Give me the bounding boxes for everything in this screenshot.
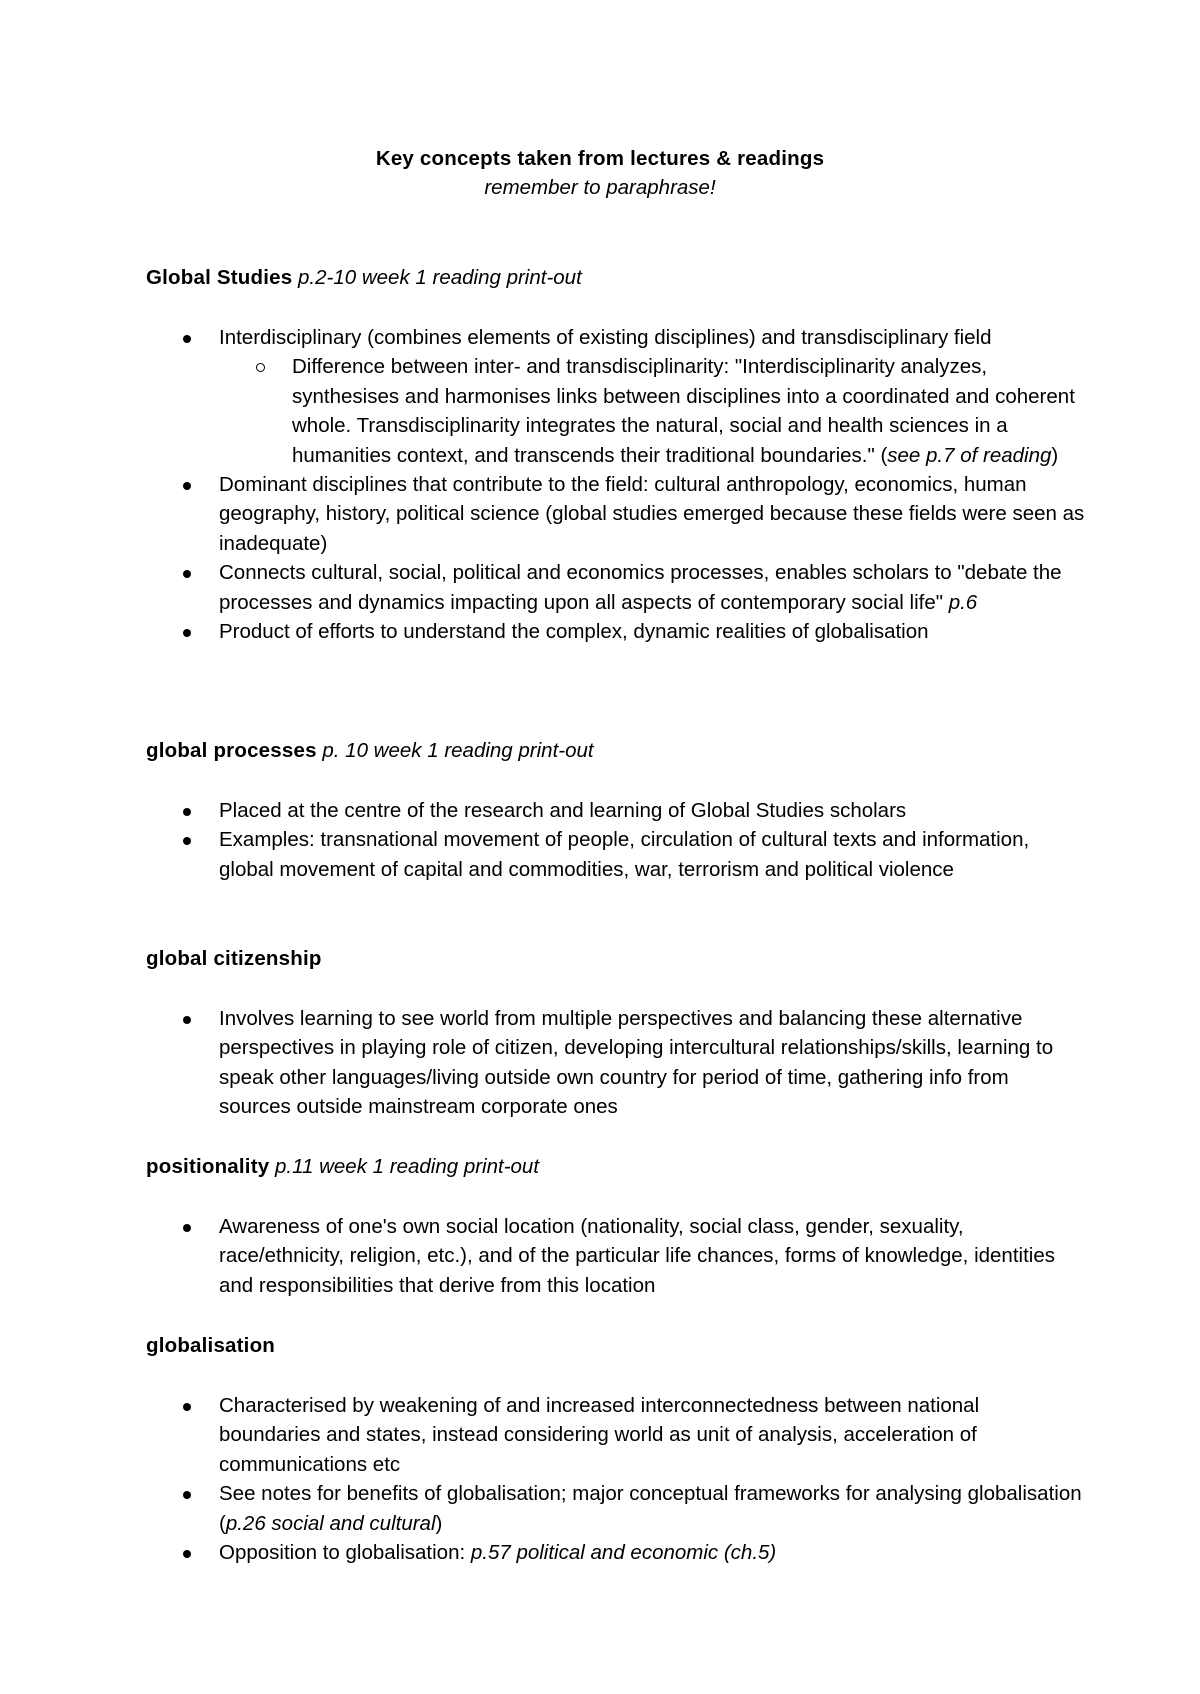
bullet-icon <box>183 1491 191 1499</box>
bullet-icon <box>183 1224 191 1232</box>
heading-reference: p. 10 week 1 reading print-out <box>316 739 594 762</box>
list-item-text: Placed at the centre of the research and learning of Global Studies scholars <box>219 799 907 822</box>
list-item <box>146 617 1086 646</box>
list-item-reference: p.26 social and cultural <box>225 1511 436 1535</box>
list-item-close: ) <box>435 1511 443 1535</box>
list-item <box>146 825 1086 884</box>
list-item-reference: p.57 political and economic (ch.5) <box>470 1541 777 1565</box>
list-item <box>146 1212 1086 1300</box>
section-heading-global-processes <box>146 739 1086 763</box>
list-item-text: Involves learning to see world from multiple perspectives and balancing these alternative perspectives in playing role of citizen, developing intercultural relationships/skills, learning to speak other languages/living outside own country for period of time, gathering info from sources outside mainstream corporate ones <box>219 1007 1054 1119</box>
section-heading-global-citizenship <box>146 947 1086 971</box>
heading-term: global processes <box>146 739 317 762</box>
heading-term: Global Studies <box>146 266 293 289</box>
list-item <box>146 1004 1086 1122</box>
bullet-list-positionality <box>146 1212 1086 1300</box>
sub-item-reference: see p.7 of reading <box>887 443 1052 467</box>
bullet-icon <box>183 808 191 816</box>
heading-reference: p.2-10 week 1 reading print-out <box>292 266 582 289</box>
list-item-text: Examples: transnational movement of people, circulation of cultural texts and information, global movement of capital and commodities, war, terrorism and political violence <box>219 828 1030 881</box>
list-item <box>146 1479 1086 1538</box>
list-item-text: Awareness of one's own social location (nationality, social class, gender, sexuality, race/ethnicity, religion, etc.), and of the particular life chances, forms of knowledge, identities and responsibilities that derive from this location <box>219 1215 1055 1297</box>
list-item <box>146 796 1086 825</box>
list-item <box>146 470 1086 558</box>
bullet-icon <box>183 1550 191 1558</box>
list-item-text: Opposition to globalisation: <box>219 1541 471 1565</box>
bullet-icon <box>183 837 191 845</box>
heading-term: positionality <box>146 1155 270 1178</box>
list-item <box>146 1538 1086 1567</box>
heading-term: globalisation <box>146 1334 276 1357</box>
list-item <box>146 323 1086 470</box>
list-item <box>146 558 1086 617</box>
bullet-list-global-processes <box>146 796 1086 884</box>
document-title: Key concepts taken from lectures & readings <box>375 147 825 170</box>
sub-list-item <box>219 352 1086 470</box>
list-item-text: See notes for benefits of globalisation; major conceptual frameworks for analysing globalisation ( <box>219 1482 1082 1535</box>
bullet-icon <box>183 482 191 490</box>
list-item-reference: p.6 <box>943 590 978 614</box>
sub-list <box>219 352 1086 470</box>
heading-reference: p.11 week 1 reading print-out <box>269 1155 540 1178</box>
bullet-icon <box>183 570 191 578</box>
bullet-list-global-citizenship <box>146 1004 1086 1122</box>
list-item <box>146 1391 1086 1479</box>
list-item-text: Dominant disciplines that contribute to the field: cultural anthropology, economics, human geography, history, political science (global studies emerged because these fields were seen as inadequate) <box>219 473 1085 555</box>
list-item-text: Interdisciplinary (combines elements of existing disciplines) and transdisciplinary field <box>219 326 992 349</box>
hollow-bullet-icon <box>256 363 265 372</box>
bullet-icon <box>183 335 191 343</box>
sub-item-text: Difference between inter- and transdisciplinarity: "Interdisciplinarity analyzes, synthesises and harmonises links between disciplines into a coordinated and coherent whole. Transdisciplinarity integrates the natural, social and health sciences in a humanities context, and transcends their traditional boundaries." ( <box>292 355 1075 467</box>
bullet-list-globalisation <box>146 1391 1086 1567</box>
list-item-text: Product of efforts to understand the complex, dynamic realities of globalisation <box>219 620 929 644</box>
bullet-icon <box>183 1403 191 1411</box>
section-heading-globalisation <box>146 1334 1086 1358</box>
document-subtitle: remember to paraphrase! <box>484 176 716 199</box>
section-heading-global-studies <box>146 266 1086 290</box>
bullet-icon <box>183 629 191 637</box>
bullet-icon <box>183 1016 191 1024</box>
bullet-list-global-studies <box>146 323 1086 646</box>
heading-term: global citizenship <box>146 947 322 970</box>
section-heading-positionality <box>146 1155 1086 1179</box>
list-item-text: Characterised by weakening of and increased interconnectedness between national boundaries and states, instead considering world as unit of analysis, acceleration of communications etc <box>219 1394 980 1476</box>
sub-item-close: ) <box>1051 443 1059 467</box>
list-item-text: Connects cultural, social, political and economics processes, enables scholars to "debate the processes and dynamics impacting upon all aspects of contemporary social life" <box>219 561 1062 614</box>
